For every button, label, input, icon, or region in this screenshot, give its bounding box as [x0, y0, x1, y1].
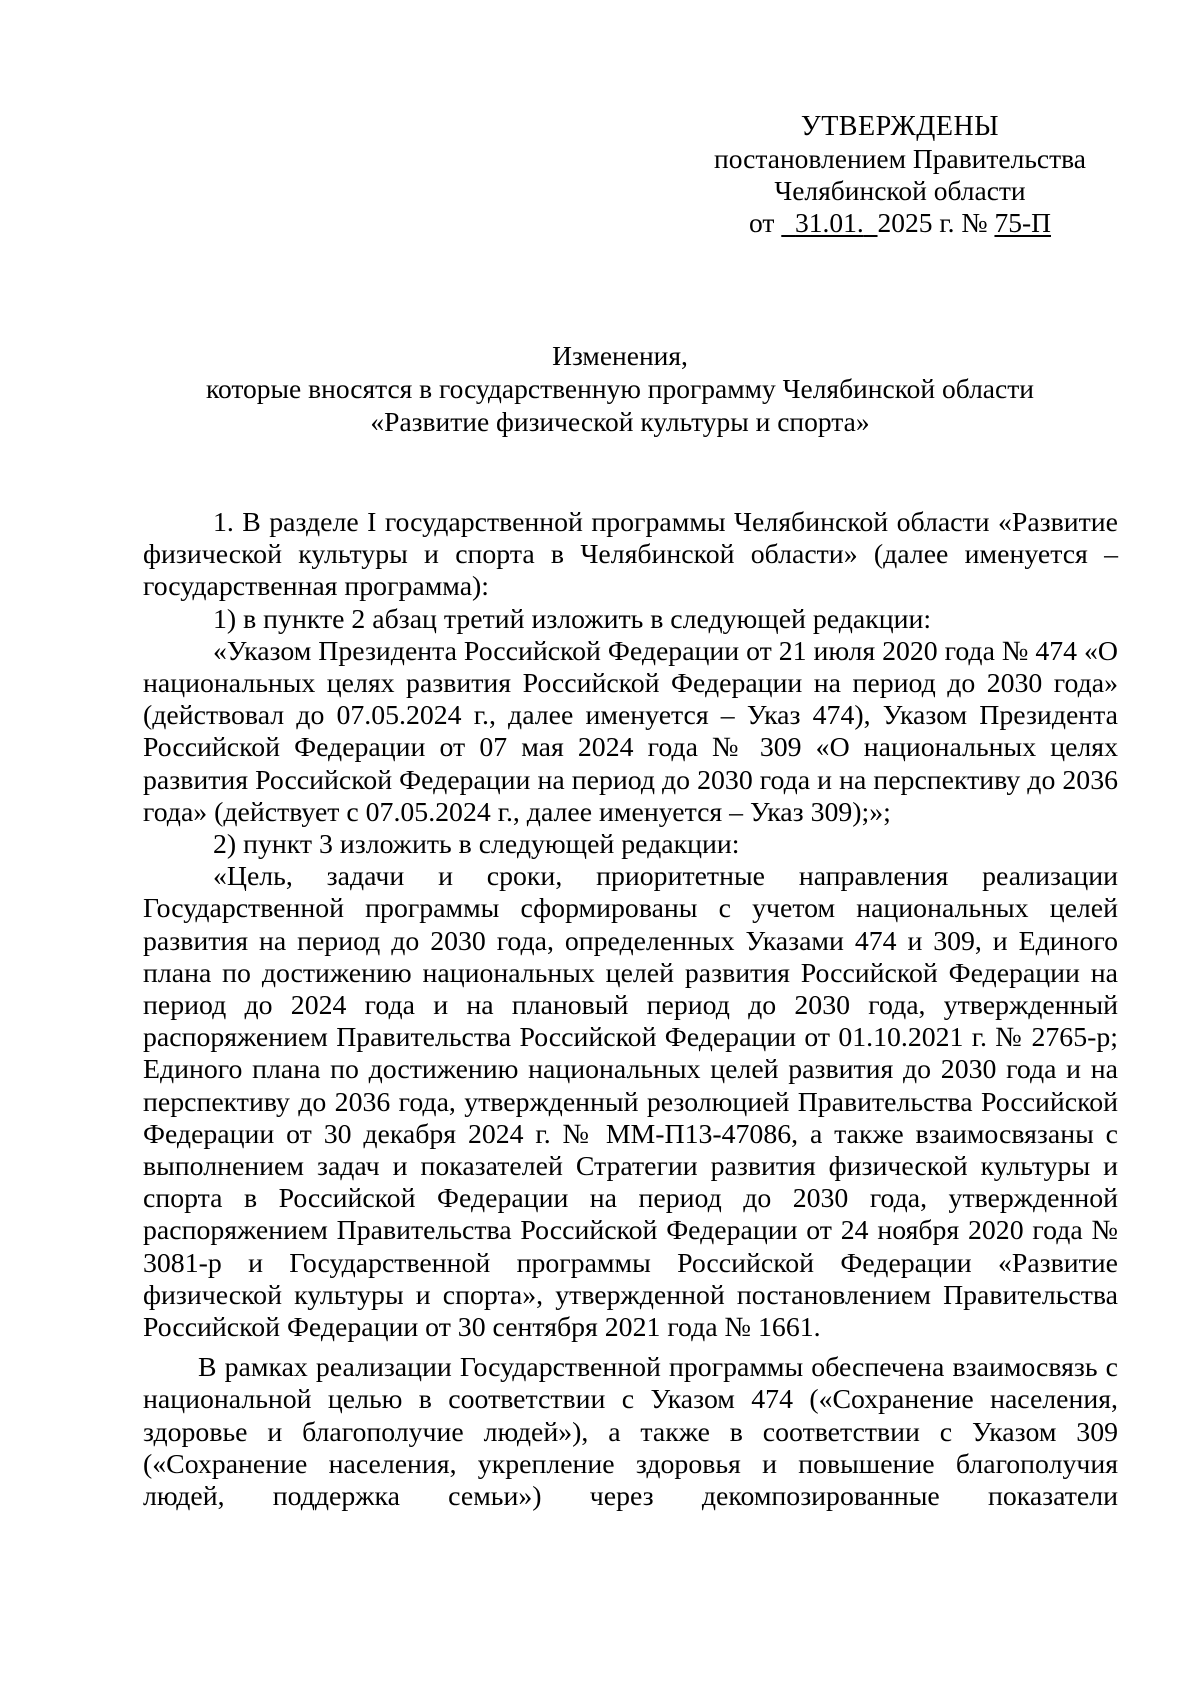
approval-date-line	[690, 207, 1110, 239]
paragraph-6: В рамках реализации Государственной программы обеспечена взаимосвязь с национальной целью в соответствии с Указом 474 («Сохранение населения, здоровье и благополучие людей»), а также в соответствии с Указом 309 («Сохранение населения, укрепление здоровья и повышение благополучия людей, поддержка семьи») через декомпозированные показатели	[143, 1352, 1118, 1513]
approval-stamp-block	[690, 111, 1110, 239]
paragraph-4: 2) пункт 3 изложить в следующей редакции:	[213, 829, 740, 861]
approval-line-region: Челябинской области	[774, 175, 1026, 206]
document-body	[143, 507, 1118, 1513]
approval-date: 31.01.	[795, 207, 864, 238]
title-line-1: Изменения,	[552, 340, 688, 371]
paragraph-2: 1) в пункте 2 абзац третий изложить в следующей редакции:	[213, 603, 932, 635]
paragraph-1: 1. В разделе I государственной программы Челябинской области «Развитие физической культуры и спорта в Челябинской области» (далее именуется – государственная программа):	[143, 507, 1118, 603]
document-title	[140, 339, 1100, 438]
approval-year: 2025 г. №	[877, 207, 988, 238]
paragraph-3: «Указом Президента Российской Федерации от 21 июля 2020 года № 474 «О национальных целях развития Российской Федерации на период до 2030 года» (действовал до 07.05.2024 г., далее именуется – Указ 474), Указом Президента Российской Федерации от 07 мая 2024 года № 309 «О национальных целях развития Российской Федерации на период до 2030 года и на перспективу до 2036 года» (действует с 07.05.2024 г., далее именуется – Указ 309);»;	[143, 635, 1118, 828]
paragraph-5: «Цель, задачи и сроки, приоритетные направления реализации Государственной программы сформированы с учетом национальных целей развития на период до 2030 года, определенных Указами 474 и 309, и Единого плана по достижению национальных целей развития Российской Федерации на период до 2024 года и на плановый период до 2030 года, утвержденный распоряжением Правительства Российской Федерации от 01.10.2021 г. № 2765-р; Единого плана по достижению национальных целей развития до 2030 года и на перспективу до 2036 года, утвержденный резолюцией Правительства Российской Федерации от 30 декабря 2024 г. № ММ-П13-47086, а также взаимосвязаны с выполнением задач и показателей Стратегии развития физической культуры и спорта в Российской Федерации на период до 2030 года, утвержденной распоряжением Правительства Российской Федерации от 24 ноября 2020 года № 3081-р и Государственной программы Российской Федерации «Развитие физической культуры и спорта», утвержденной постановлением Правительства Российской Федерации от 30 сентября 2021 года № 1661.	[143, 861, 1118, 1344]
approval-date-prefix: от	[749, 207, 775, 238]
title-line-2: которые вносятся в государственную программу Челябинской области	[206, 373, 1034, 404]
title-line-3: «Развитие физической культуры и спорта»	[370, 406, 870, 437]
approval-heading: УТВЕРЖДЕНЫ	[800, 111, 1000, 142]
approval-line-resolution: постановлением Правительства	[714, 143, 1086, 174]
approval-number: 75-П	[994, 207, 1051, 238]
